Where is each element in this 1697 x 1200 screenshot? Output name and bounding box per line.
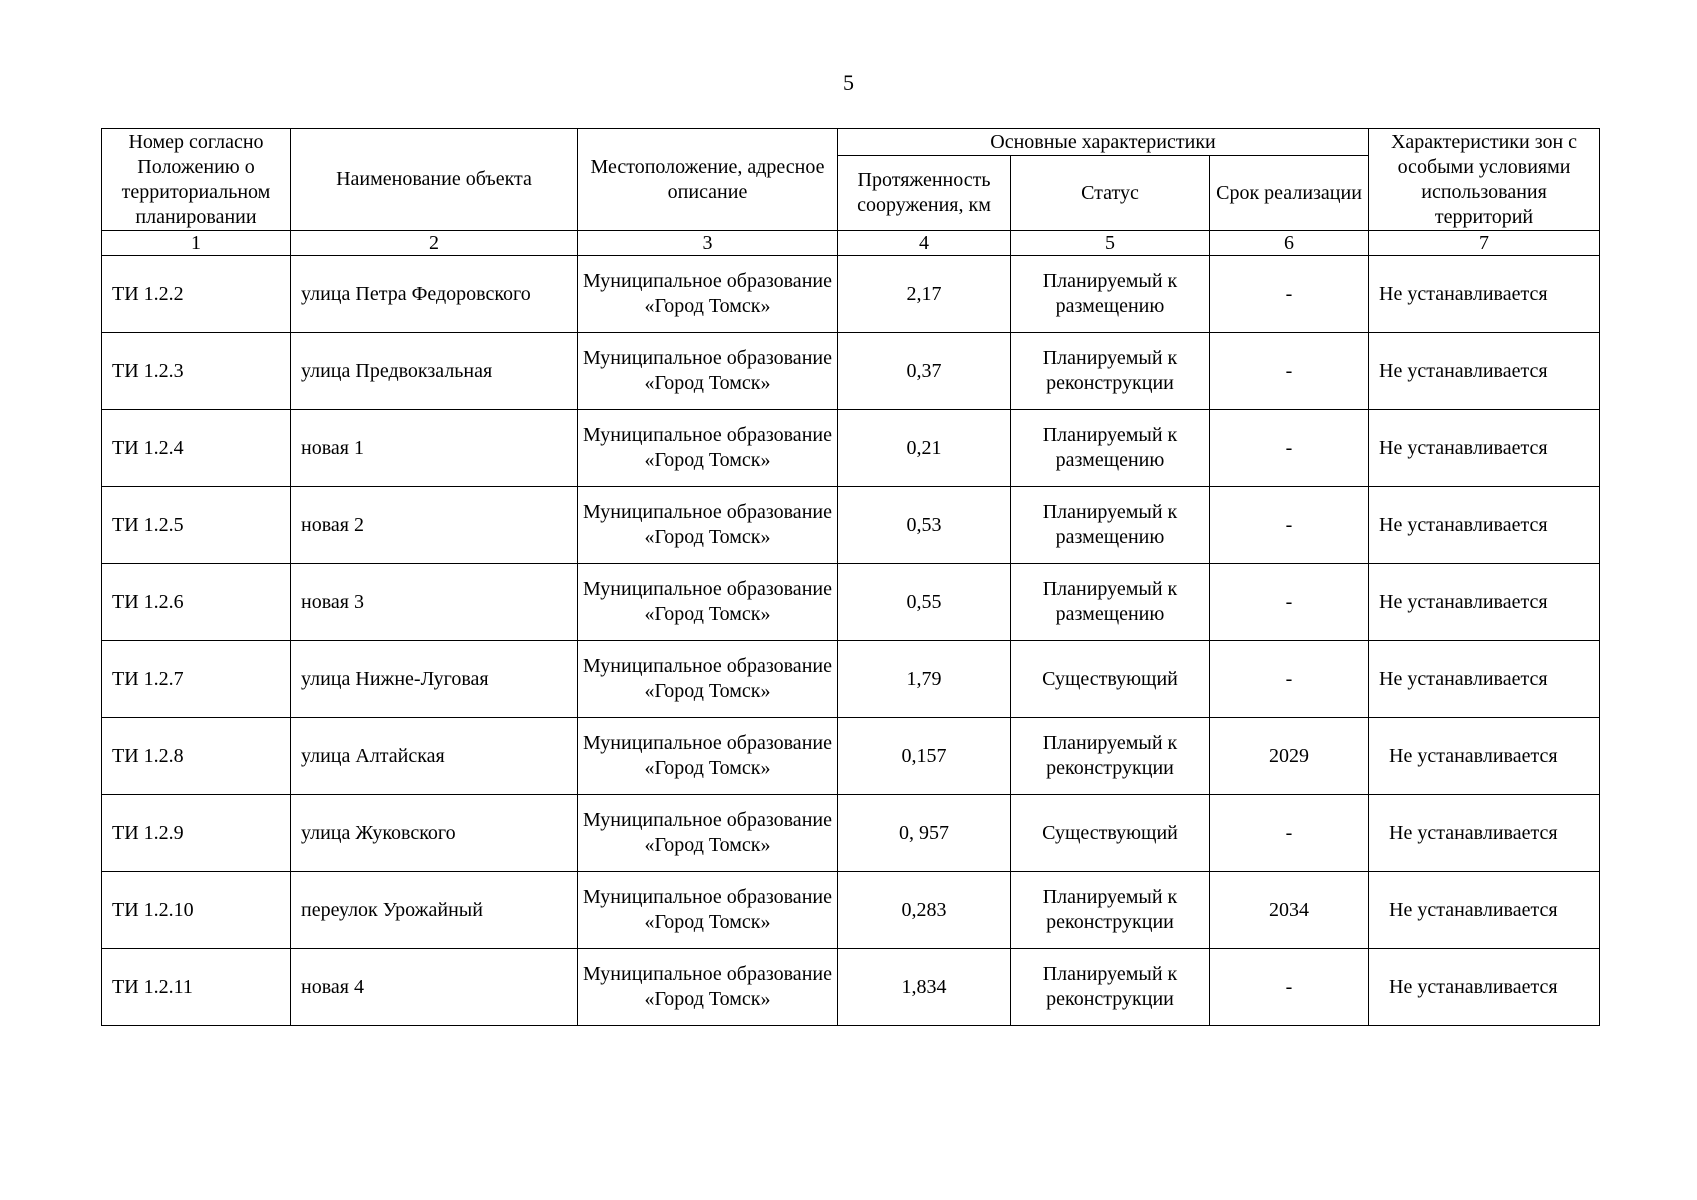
cell-location: Муниципальное образование «Город Томск» [578,718,838,795]
cell-length: 0,53 [838,487,1011,564]
cell-number: ТИ 1.2.8 [102,718,291,795]
cell-name: переулок Урожайный [291,872,578,949]
cell-name: улица Алтайская [291,718,578,795]
cell-status: Планируемый к реконструкции [1011,333,1210,410]
cell-zones: Не устанавливается [1369,872,1600,949]
cell-term: 2034 [1210,872,1369,949]
column-number: 7 [1369,231,1600,256]
header-status: Статус [1011,156,1210,231]
cell-number: ТИ 1.2.6 [102,564,291,641]
cell-number: ТИ 1.2.5 [102,487,291,564]
cell-zones: Не устанавливается [1369,949,1600,1026]
cell-name: улица Петра Федоровского [291,256,578,333]
cell-length: 0,157 [838,718,1011,795]
cell-status: Планируемый к размещению [1011,410,1210,487]
column-number: 1 [102,231,291,256]
cell-location: Муниципальное образование «Город Томск» [578,410,838,487]
cell-zones: Не устанавливается [1369,487,1600,564]
column-number: 2 [291,231,578,256]
column-number: 6 [1210,231,1369,256]
cell-term: 2029 [1210,718,1369,795]
cell-term: - [1210,564,1369,641]
cell-term: - [1210,641,1369,718]
cell-length: 1,834 [838,949,1011,1026]
column-number: 5 [1011,231,1210,256]
cell-status: Планируемый к реконструкции [1011,949,1210,1026]
cell-number: ТИ 1.2.4 [102,410,291,487]
cell-term: - [1210,949,1369,1026]
cell-term: - [1210,333,1369,410]
cell-status: Планируемый к размещению [1011,487,1210,564]
cell-location: Муниципальное образование «Город Томск» [578,641,838,718]
table-row [102,256,1600,333]
table-row [102,872,1600,949]
table-row [102,641,1600,718]
cell-status: Планируемый к размещению [1011,256,1210,333]
cell-term: - [1210,256,1369,333]
table-row [102,333,1600,410]
cell-length: 1,79 [838,641,1011,718]
cell-name: новая 4 [291,949,578,1026]
cell-name: новая 3 [291,564,578,641]
column-number: 4 [838,231,1011,256]
table-body [102,256,1600,1026]
table-row [102,718,1600,795]
cell-status: Планируемый к размещению [1011,564,1210,641]
cell-location: Муниципальное образование «Город Томск» [578,487,838,564]
header-location: Местоположение, адресное описание [578,129,838,231]
cell-length: 0,283 [838,872,1011,949]
cell-zones: Не устанавливается [1369,410,1600,487]
header-term: Срок реализации [1210,156,1369,231]
cell-length: 0, 957 [838,795,1011,872]
header-length: Протяженность сооружения, км [838,156,1011,231]
cell-length: 0,37 [838,333,1011,410]
cell-name: новая 1 [291,410,578,487]
cell-zones: Не устанавливается [1369,641,1600,718]
cell-term: - [1210,487,1369,564]
cell-location: Муниципальное образование «Город Томск» [578,949,838,1026]
cell-status: Планируемый к реконструкции [1011,718,1210,795]
cell-number: ТИ 1.2.11 [102,949,291,1026]
cell-zones: Не устанавливается [1369,256,1600,333]
table-header [102,129,1600,256]
column-number: 3 [578,231,838,256]
cell-location: Муниципальное образование «Город Томск» [578,333,838,410]
cell-name: новая 2 [291,487,578,564]
table-row [102,795,1600,872]
cell-term: - [1210,410,1369,487]
table-row [102,410,1600,487]
cell-length: 0,55 [838,564,1011,641]
cell-number: ТИ 1.2.9 [102,795,291,872]
cell-length: 2,17 [838,256,1011,333]
cell-zones: Не устанавливается [1369,564,1600,641]
table-row [102,949,1600,1026]
header-number: Номер согласно Положению о территориальном планировании [102,129,291,231]
cell-term: - [1210,795,1369,872]
header-name: Наименование объекта [291,129,578,231]
cell-location: Муниципальное образование «Город Томск» [578,872,838,949]
cell-number: ТИ 1.2.2 [102,256,291,333]
table-row [102,564,1600,641]
header-zones: Характеристики зон с особыми условиями использования территорий [1369,129,1600,231]
cell-status: Существующий [1011,641,1210,718]
cell-number: ТИ 1.2.3 [102,333,291,410]
column-numbers-row [102,231,1600,256]
cell-name: улица Нижне-Луговая [291,641,578,718]
cell-location: Муниципальное образование «Город Томск» [578,795,838,872]
cell-name: улица Жуковского [291,795,578,872]
page-number: 5 [843,70,854,95]
planning-table [101,128,1600,1026]
cell-zones: Не устанавливается [1369,795,1600,872]
cell-zones: Не устанавливается [1369,333,1600,410]
cell-length: 0,21 [838,410,1011,487]
header-main-characteristics: Основные характеристики [838,129,1369,156]
cell-location: Муниципальное образование «Город Томск» [578,564,838,641]
cell-status: Планируемый к реконструкции [1011,872,1210,949]
cell-location: Муниципальное образование «Город Томск» [578,256,838,333]
cell-number: ТИ 1.2.10 [102,872,291,949]
cell-name: улица Предвокзальная [291,333,578,410]
cell-number: ТИ 1.2.7 [102,641,291,718]
cell-status: Существующий [1011,795,1210,872]
cell-zones: Не устанавливается [1369,718,1600,795]
table-row [102,487,1600,564]
